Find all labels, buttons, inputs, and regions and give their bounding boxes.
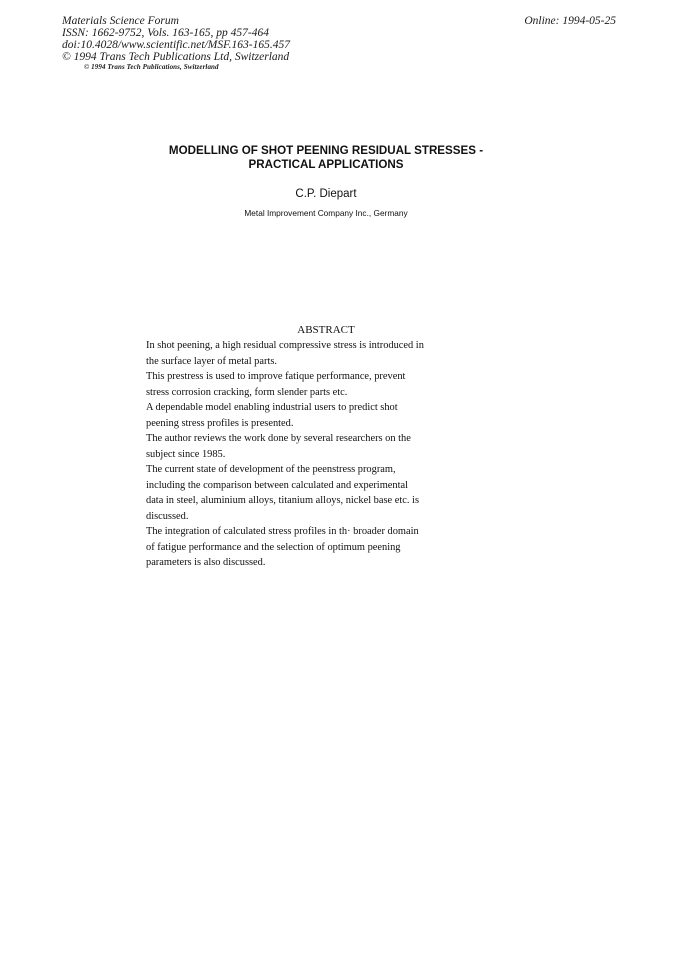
abstract-line: peening stress profiles is presented. bbox=[146, 417, 294, 429]
author-name: C.P. Diepart bbox=[295, 188, 357, 200]
abstract-line: parameters is also discussed. bbox=[146, 557, 266, 568]
journal-name: Materials Science Forum bbox=[62, 15, 179, 27]
title-line-2: PRACTICAL APPLICATIONS bbox=[248, 158, 404, 171]
doi-line: doi:10.4028/www.scientific.net/MSF.163-165.457 bbox=[62, 39, 290, 51]
copyright-line: © 1994 Trans Tech Publications Ltd, Switzerland bbox=[62, 51, 290, 63]
author-affiliation: Metal Improvement Company Inc., Germany bbox=[244, 208, 408, 218]
abstract-line: The integration of calculated stress profiles in th· broader domain bbox=[146, 526, 419, 537]
abstract-line: discussed. bbox=[146, 510, 189, 522]
abstract-line: A dependable model enabling industrial users to predict shot bbox=[146, 402, 398, 413]
paper-title bbox=[145, 144, 507, 172]
abstract-line: In shot peening, a high residual compressive stress is introduced in bbox=[146, 340, 424, 351]
abstract-line: of fatigue performance and the selection of optimum peening bbox=[146, 541, 401, 553]
copyright-small-line: © 1994 Trans Tech Publications, Switzerland bbox=[84, 63, 219, 71]
issn-line: ISSN: 1662-9752, Vols. 163-165, pp 457-464 bbox=[62, 27, 269, 39]
abstract-line: including the comparison between calculated and experimental bbox=[146, 479, 408, 491]
abstract-line: subject since 1985. bbox=[146, 448, 226, 460]
abstract-line: The author reviews the work done by several researchers on the bbox=[146, 433, 411, 444]
abstract-heading: ABSTRACT bbox=[297, 324, 355, 336]
online-date: Online: 1994-05-25 bbox=[524, 15, 616, 27]
citation-block bbox=[62, 15, 290, 72]
title-line-1: MODELLING OF SHOT PEENING RESIDUAL STRESSES - bbox=[168, 144, 484, 157]
abstract-body bbox=[146, 338, 424, 571]
abstract-line: stress corrosion cracking, form slender parts etc. bbox=[146, 386, 348, 398]
abstract-line: This prestress is used to improve fatique performance, prevent bbox=[146, 371, 406, 382]
abstract-line: the surface layer of metal parts. bbox=[146, 355, 277, 367]
abstract-line: data in steel, aluminium alloys, titanium alloys, nickel base etc. is bbox=[146, 495, 419, 506]
abstract-line: The current state of development of the peenstress program, bbox=[146, 464, 396, 475]
